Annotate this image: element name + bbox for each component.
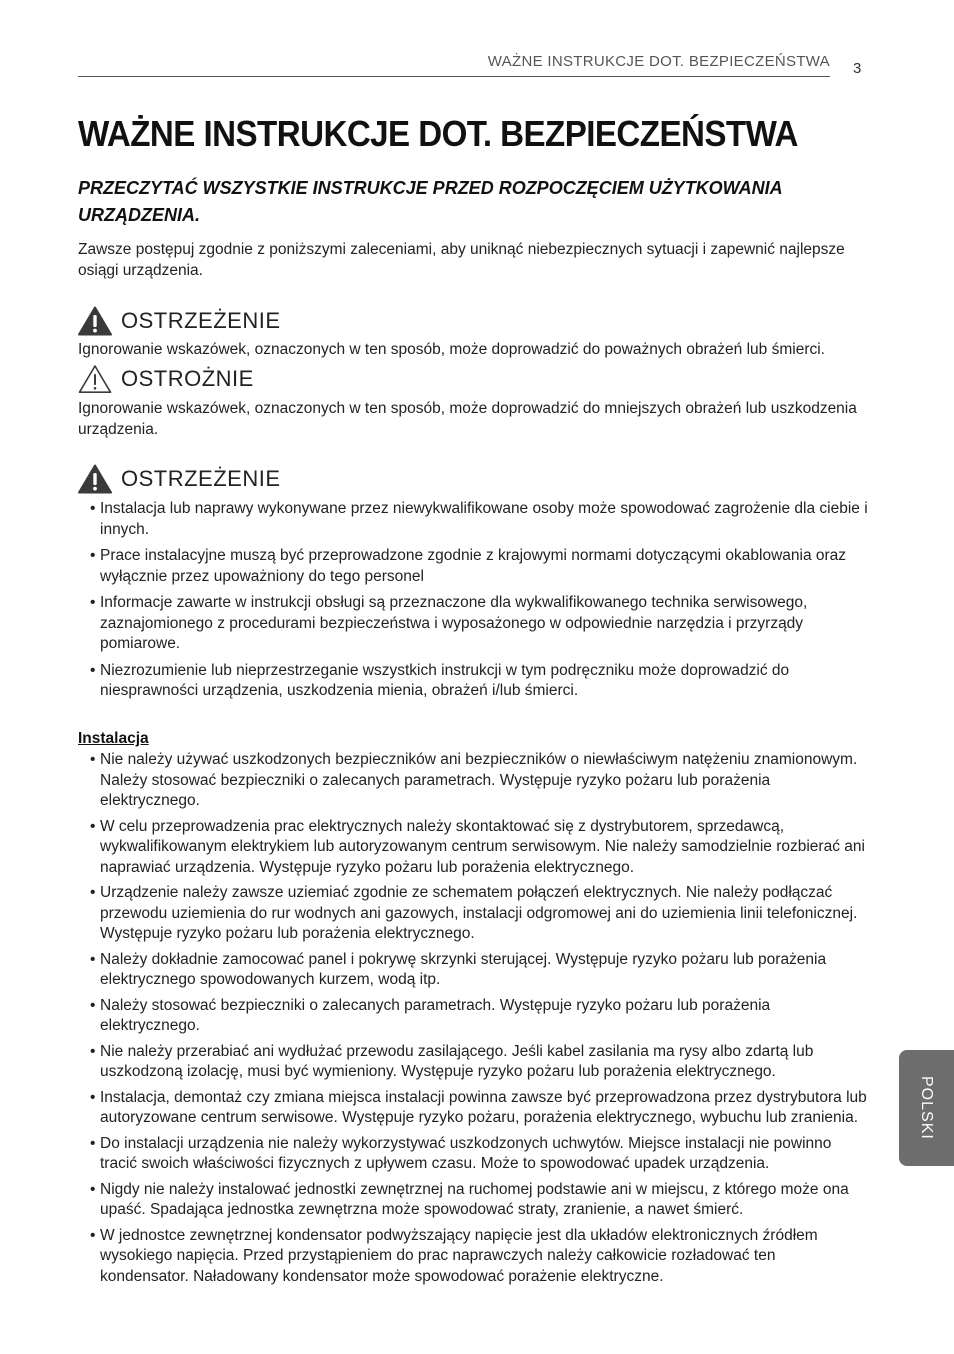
intro-paragraph: Zawsze postępuj zgodnie z poniższymi zaleceniami, aby uniknąć niebezpiecznych sytuacji i zapewnić najlepsze osiągi urządzenia. [78, 241, 845, 279]
page-title: WAŻNE INSTRUKCJE DOT. BEZPIECZEŃSTWA [78, 113, 798, 154]
warning-description: Ignorowanie wskazówek, oznaczonych w ten sposób, może doprowadzić do poważnych obrażeń lub śmierci. [78, 341, 825, 358]
list-item: • Prace instalacyjne muszą być przeprowadzone zgodnie z krajowymi normami dotyczącymi okablowania oraz wyłącznie przez upoważniony do tego personel [90, 546, 868, 587]
warning-signal [78, 306, 281, 336]
list-item: • Nigdy nie należy instalować jednostki zewnętrznej na ruchomej podstawie ani w miejscu, z którego może ona upaść. Spadająca jednostka zewnętrzna może spowodować straty, zranienie, a nawet śmierć. [90, 1180, 868, 1221]
list-item: • Instalacja, demontaż czy zmiana miejsca instalacji powinna zawsze być przeprowadzona przez dystrybutora lub autoryzowane centrum serwisowe. Występuje ryzyko pożaru, porażenia elektrycznego, wybuchu lub zranienia. [90, 1088, 868, 1129]
list-item: • W jednostce zewnętrznej kondensator podwyższający napięcie jest dla układów elektronicznych źródłem wysokiego napięcia. Przed przystąpieniem do prac naprawczych należy całkowicie rozładować ten kondensator. Naładowany kondensator może spowodować porażenie elektryczne. [90, 1226, 868, 1288]
page-number: 3 [853, 60, 862, 77]
caution-label: OSTROŻNIE [121, 366, 254, 391]
language-tab-label: POLSKI [918, 1076, 935, 1140]
installation-heading: Instalacja [78, 730, 149, 747]
caution-description: Ignorowanie wskazówek, oznaczonych w ten sposób, może doprowadzić do mniejszych obrażeń lub uszkodzenia urządzenia. [78, 400, 857, 438]
list-item: • Do instalacji urządzenia nie należy wykorzystywać uszkodzonych uchwytów. Miejsce instalacji nie powinno tracić swoich właściwości fizycznych z upływem czasu. Może to spowodować upadek urządzenia. [90, 1134, 868, 1175]
running-title: WAŻNE INSTRUKCJE DOT. BEZPIECZEŃSTWA [487, 53, 830, 70]
list-item: • Nie należy przerabiać ani wydłużać przewodu zasilającego. Jeśli kabel zasilania ma rysy albo zdartą lub uszkodzoną izolację, musi być wymieniony. Występuje ryzyko pożaru lub porażenia elektrycznego. [90, 1042, 868, 1083]
list-item: • Należy stosować bezpieczniki o zalecanych parametrach. Występuje ryzyko pożaru lub porażenia elektrycznego. [90, 996, 868, 1037]
warning-label: OSTRZEŻENIE [121, 308, 281, 333]
installation-list [90, 750, 868, 1292]
list-item: • Niezrozumienie lub nieprzestrzeganie wszystkich instrukcji w tym podręczniku może doprowadzić do niesprawności urządzenia, uszkodzenia mienia, obrażeń i/lub śmierci. [90, 661, 868, 702]
list-item: • Nie należy używać uszkodzonych bezpieczników ani bezpieczników o niewłaściwym natężeniu znamionowym. Należy stosować bezpieczniki o zalecanych parametrach. Występuje ryzyko pożaru lub porażenia elektrycznego. [90, 750, 868, 812]
warning-section-label: OSTRZEŻENIE [121, 466, 281, 491]
warning-triangle-filled-icon [78, 306, 112, 336]
warning-section-signal [78, 464, 281, 494]
warning-triangle-filled-icon [78, 464, 112, 494]
list-item: • Należy dokładnie zamocować panel i pokrywę skrzynki sterującej. Występuje ryzyko pożaru lub porażenia elektrycznego spowodowanych kurzem, wodą itp. [90, 950, 868, 991]
language-tab [899, 1050, 954, 1166]
header-rule [78, 76, 830, 77]
caution-triangle-outline-icon [78, 364, 112, 394]
warning-list [90, 499, 868, 708]
page-subtitle: PRZECZYTAĆ WSZYSTKIE INSTRUKCJE PRZED ROZPOCZĘCIEM UŻYTKOWANIA URZĄDZENIA. [78, 178, 783, 225]
list-item: • Urządzenie należy zawsze uziemiać zgodnie ze schematem połączeń elektrycznych. Nie należy podłączać przewodu uziemienia do rur wodnych ani gazowych, instalacji odgromowej ani do uziemienia linii telefonicznej. Występuje ryzyko pożaru lub porażenia elektrycznego. [90, 883, 868, 945]
list-item: • W celu przeprowadzenia prac elektrycznych należy skontaktować się z dystrybutorem, sprzedawcą, wykwalifikowanym elektrykiem lub autoryzowanym centrum serwisowym. Nie należy samodzielnie rozbierać ani naprawiać urządzenia. Występuje ryzyko pożaru lub porażenia elektrycznego. [90, 817, 868, 879]
caution-signal [78, 364, 254, 394]
list-item: • Informacje zawarte w instrukcji obsługi są przeznaczone dla wykwalifikowanego technika serwisowego, zaznajomionego z procedurami bezpieczeństwa i wyposażonego w odpowiednie narzędzia i przyrządy pomiarowe. [90, 593, 868, 655]
list-item: • Instalacja lub naprawy wykonywane przez niewykwalifikowane osoby może spowodować zagrożenie dla ciebie i innych. [90, 499, 868, 540]
